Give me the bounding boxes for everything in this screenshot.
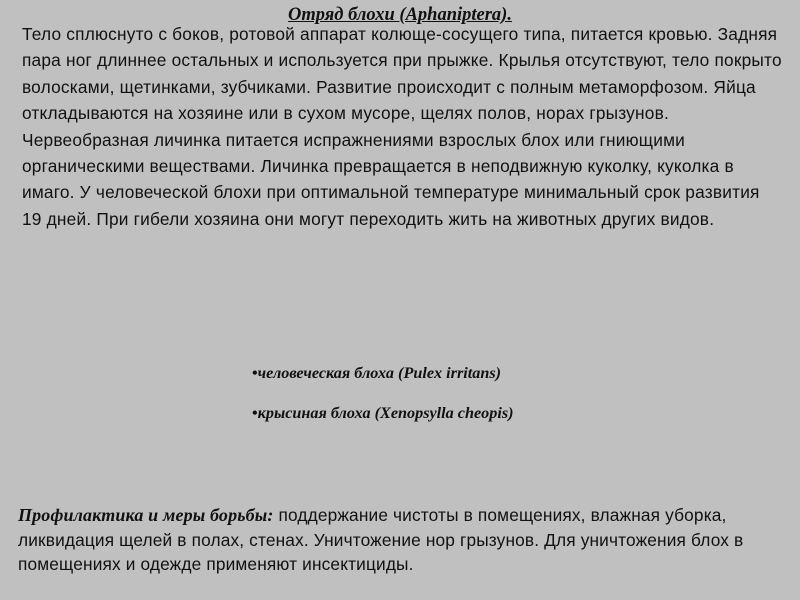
species-item-rat-flea [252, 402, 514, 424]
species-list [252, 362, 514, 442]
species-item-human-flea [252, 362, 514, 384]
slide-title: Отряд блохи (Aphaniptera). [288, 5, 512, 25]
species-label: человеческая блоха (Pulex irritans) [257, 364, 502, 382]
prevention-paragraph [18, 503, 780, 577]
description-paragraph: Тело сплюснуто с боков, ротовой аппарат колюще-сосущего типа, питается кровью. Задняя пара ног длиннее остальных и используется при прыжке. Крылья отсутствуют, тело покрыто волосками, щетинками, зубчиками. Развитие происходит с полным метаморфозом. Яйца откладываются на хозяине или в сухом мусоре, щелях полов, норах грызунов. Червеобразная личинка питается испражнениями взрослых блох или гниющими органическими веществами. Личинка превращается в неподвижную куколку, куколка в имаго. У человеческой блохи при оптимальной температуре минимальный срок развития 19 дней. При гибели хозяина они могут переходить жить на животных других видов. [22, 24, 782, 229]
prevention-heading: Профилактика и меры борьбы: [18, 505, 274, 525]
bullet-icon: • [252, 364, 258, 382]
prevention-text: поддержание чистоты в помещениях, влажная уборка, ликвидация щелей в полах, стенах. Уничтожение нор грызунов. Для уничтожения блох в помещениях и одежде применяют инсектициды. [18, 505, 744, 575]
species-label: крысиная блоха (Xenopsylla cheopis) [257, 404, 514, 422]
bullet-icon: • [252, 404, 258, 422]
